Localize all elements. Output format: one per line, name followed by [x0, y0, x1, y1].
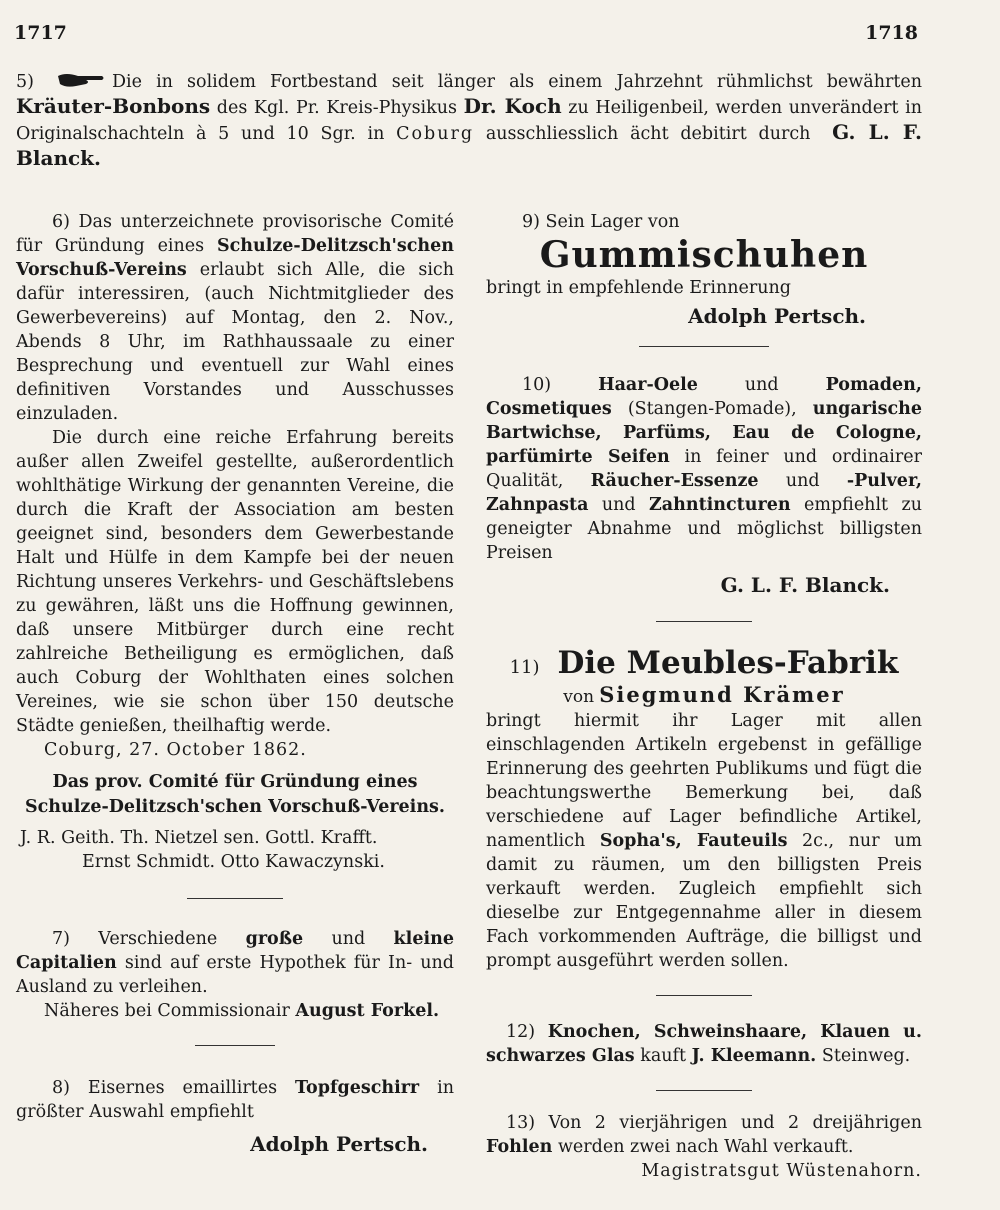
ad-5-merchant: G. L. F. Blanck.	[16, 120, 922, 170]
ad-7-name: August Forkel.	[295, 1001, 440, 1021]
divider	[187, 898, 283, 899]
ad-5-city: Coburg	[396, 124, 475, 144]
divider	[656, 1090, 752, 1091]
ad-6-members-2: Ernst Schmidt. Otto Kawaczynski.	[82, 852, 385, 872]
ad-12-text: 12) Knochen, Schweinshaare, Klauen u. schwarzes Glas kauft J. Kleemann. Steinweg.	[486, 1022, 922, 1066]
left-column	[16, 210, 454, 1156]
ad-13-signature: Magistratsgut Wüstenahorn.	[641, 1161, 922, 1181]
ad-12	[486, 1020, 922, 1068]
ad-8	[16, 1076, 454, 1156]
ad-5-doctor: Dr. Koch	[463, 94, 562, 118]
divider	[639, 346, 769, 347]
ad-6	[16, 210, 454, 874]
ad-6-committee: Das prov. Comité für Gründung eines Schulze-Delitzsch'schen Vorschuß-Vereins.	[25, 772, 445, 817]
ad-11-number: 11)	[509, 657, 540, 678]
ad-9-text: bringt in empfehlende Erinnerung	[486, 278, 792, 298]
ad-11-owner-line: von Siegmund Krämer	[563, 682, 845, 707]
ad-7-contact: Näheres bei Commissionair August Forkel.	[44, 1001, 440, 1021]
ad-6-paragraph-1: 6) Das unterzeichnete provisorische Comité für Gründung eines Schulze-Delitzsch'schen Vorschuß-Vereins erlaubt sich Alle, die sich dafür interessiren, (auch Nichtmitglieder des Gewerbevereins) auf Montag, den 2. Nov., Abends 8 Uhr, im Rathhaussaale zu einer Besprechung und eventuell zur Wahl eines definitiven Vorstandes und Ausschusses einzuladen.	[16, 212, 454, 424]
ad-13	[486, 1111, 922, 1183]
ad-7	[16, 927, 454, 1023]
ad-11	[486, 644, 922, 973]
ad-6-paragraph-2: Die durch eine reiche Erfahrung bereits außer allen Zweifel gestellte, außerordentlich wohlthätige Wirkung der genannten Vereine, die durch die Kraft der Association am besten geeignet sind, besonders dem Gewerbestande Halt und Hülfe in dem Kampfe bei der neuen Richtung unseres Verkehrs- und Geschäftslebens zu gewähren, läßt uns die Hoffnung gewinnen, daß unsere Mitbürger durch eine recht zahlreiche Betheiligung es ermöglichen, daß auch Coburg der Wohlthaten eines solchen Vereines, wie sie schon über 150 deutsche Städte genießen, theilhaftig werde.	[16, 428, 454, 736]
ad-8-text: 8) Eisernes emaillirtes Topfgeschirr in größter Auswahl empfiehlt	[16, 1078, 454, 1122]
ad-6-date: Coburg, 27. October 1862.	[44, 740, 307, 760]
ad-9-intro: 9) Sein Lager von	[522, 212, 680, 232]
ad-12-name: J. Kleemann.	[691, 1046, 817, 1066]
divider	[195, 1045, 275, 1046]
right-column	[486, 210, 922, 1183]
pointing-hand-icon	[56, 70, 106, 90]
ad-5-product: Kräuter-Bonbons	[16, 94, 211, 118]
divider	[656, 621, 752, 622]
ad-10-signature: G. L. F. Blanck.	[720, 573, 890, 597]
ad-13-text: 13) Von 2 vierjährigen und 2 dreijährigen Fohlen werden zwei nach Wahl verkauft.	[486, 1113, 922, 1157]
ad-6-association-name: Schulze-Delitzsch'schen Vorschuß-Vereins	[16, 236, 454, 280]
ad-5-number: 5)	[16, 72, 34, 92]
ad-10-text: 10) Haar-Oele und Pomaden, Cosmetiques (Stangen-Pomade), ungarische Bartwichse, Parfüms, Eau de Cologne, parfümirte Seifen in feiner und ordinairer Qualität, Räucher-Essenze und -Pulver, Zahnpasta und Zahntincturen empfiehlt zu geneigter Abnahme und möglichst billigsten Preisen	[486, 375, 922, 563]
ad-5-text: 5) Die in solidem Fortbestand seit länger als einem Jahrzehnt rühmlichst bewährten Kräuter-Bonbons des Kgl. Pr. Kreis-Physikus Dr. Koch zu Heiligenbeil, werden unverändert in Originalschachteln à 5 und 10 Sgr. in Coburg ausschliesslich ächt debitirt durch G. L. F. Blanck.	[16, 72, 922, 170]
ad-9-headline: Gummischuhen	[539, 234, 869, 276]
ad-9-signature: Adolph Pertsch.	[688, 304, 866, 328]
ad-11-text: bringt hiermit ihr Lager mit allen einschlagenden Artikeln ergebenst in gefällige Erinnerung des geehrten Publikums und fügt die beachtungswerthe Bemerkung bei, daß verschiedene auf Lager befindliche Artikel, namentlich Sopha's, Fauteuils 2c., nur um damit zu räumen, um den billigsten Preis verkauft werden. Zugleich empfiehlt sich dieselbe zur Entgegennahme aller in diesem Fach vorkommenden Aufträge, die billigst und prompt ausgeführt werden sollen.	[486, 711, 922, 971]
page-number-left: 1717	[14, 22, 67, 44]
ad-9	[486, 210, 922, 328]
page-number-right: 1718	[865, 22, 918, 44]
ad-11-owner: Siegmund Krämer	[599, 682, 845, 707]
ad-5	[16, 70, 922, 172]
divider	[656, 995, 752, 996]
ad-10	[486, 373, 922, 597]
ad-11-headline: Die Meubles-Fabrik	[557, 645, 899, 681]
ad-11-headline-row	[486, 644, 922, 682]
ad-6-members-1: J. R. Geith. Th. Nietzel sen. Gottl. Krafft.	[20, 828, 378, 848]
ad-8-signature: Adolph Pertsch.	[250, 1132, 428, 1156]
ad-7-text: 7) Verschiedene große und kleine Capitalien sind auf erste Hypothek für In- und Ausland zu verleihen.	[16, 929, 454, 997]
